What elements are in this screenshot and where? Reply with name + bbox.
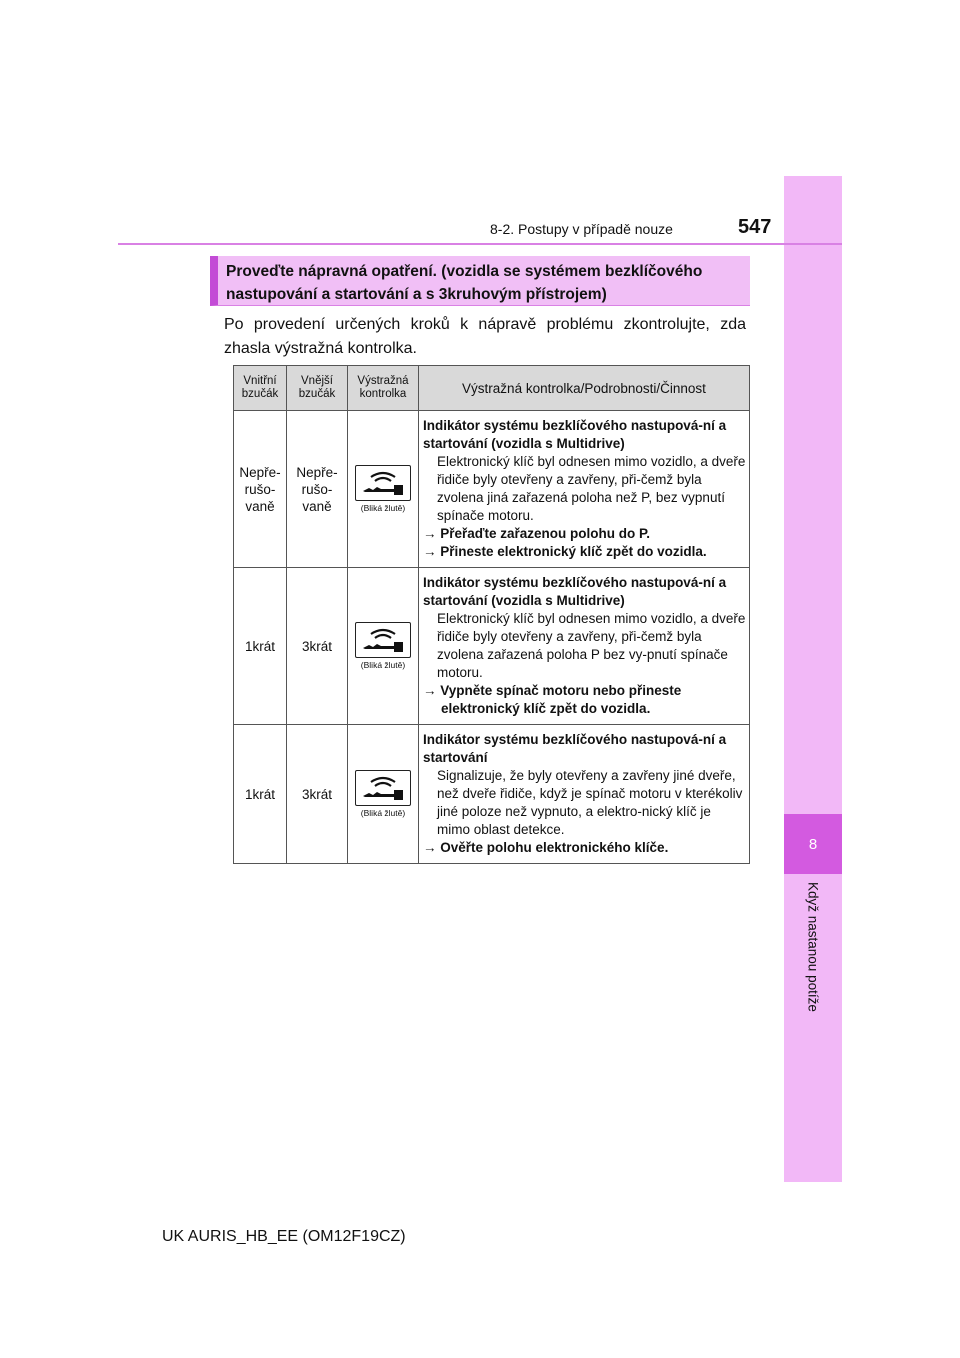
detail-action: → Vypněte spínač motoru nebo přineste elektronický klíč zpět do vozidla. [423,683,682,716]
section-label: 8-2. Postupy v případě nouze [490,221,673,237]
warning-table [233,365,750,864]
key-warning-icon [355,465,411,501]
page-number: 547 [738,216,772,238]
detail-action: → Ověřte polohu elektronického klíče. [423,840,669,855]
table-header-row [234,366,750,411]
warning-lamp-cell [348,725,419,864]
key-warning-icon [355,770,411,806]
detail-title: Indikátor systému bezklíčového nastupová-ní a startování (vozidla s Multidrive) [423,575,727,608]
detail-title: Indikátor systému bezklíčového nastupová-ní a startování [423,732,727,765]
chapter-number-tab[interactable]: 8 [784,814,842,874]
outer-buzzer-cell: 3krát [287,725,348,864]
detail-cell [419,725,750,864]
header-outer-buzzer: Vnější bzučák [287,366,348,411]
outer-buzzer-cell: Nepře-rušo-vaně [287,411,348,568]
warning-lamp-cell [348,568,419,725]
warning-lamp-cell [348,411,419,568]
lamp-note: (Bliká žlutě) [360,808,406,818]
chapter-title: Když nastanou potíže [805,882,821,1012]
inner-buzzer-cell: Nepře-rušo-vaně [234,411,287,568]
detail-cell [419,568,750,725]
intro-paragraph: Po provedení určených kroků k nápravě problému zkontrolujte, zda zhasla výstražná kontrolka. [224,316,746,357]
section-heading: Proveďte nápravná opatření. (vozidla se systémem bezklíčového nastupování a startování a s 3kruhovým přístrojem) [210,256,750,306]
lamp-note: (Bliká žlutě) [360,660,406,670]
detail-text: Elektronický klíč byl odnesen mimo vozidlo, a dveře řidiče byly otevřeny a zavřeny, při-čemž byla zvolena zařazená poloha P bez vy-pnutí spínače motoru. [437,611,746,680]
detail-cell [419,411,750,568]
inner-buzzer-cell: 1krát [234,568,287,725]
detail-title: Indikátor systému bezklíčového nastupová-ní a startování (vozidla s Multidrive) [423,418,727,451]
table-row [234,411,750,568]
lamp-note: (Bliká žlutě) [360,503,406,513]
inner-buzzer-cell: 1krát [234,725,287,864]
header-divider [118,243,842,245]
detail-text: Signalizuje, že byly otevřeny a zavřeny jiné dveře, než dveře řidiče, když je spínač motoru v kterékoliv jiné poloze než vypnuto, a elektro-nický klíč je mimo oblast detekce. [437,768,743,837]
table-row [234,725,750,864]
detail-action: → Přeřaďte zařazenou polohu do P. [423,526,650,541]
detail-action: → Přineste elektronický klíč zpět do vozidla. [423,544,707,559]
table-row [234,568,750,725]
outer-buzzer-cell: 3krát [287,568,348,725]
footer-model-code: UK AURIS_HB_EE (OM12F19CZ) [162,1228,406,1245]
header-inner-buzzer: Vnitřní bzučák [234,366,287,411]
header-detail: Výstražná kontrolka/Podrobnosti/Činnost [419,366,750,411]
header-warning-lamp: Výstražná kontrolka [348,366,419,411]
key-warning-icon [355,622,411,658]
detail-text: Elektronický klíč byl odnesen mimo vozidlo, a dveře řidiče byly otevřeny a zavřeny, při-čemž byla zvolena jiná zařazená poloha než P, bez vypnutí spínače motoru. [437,454,746,523]
